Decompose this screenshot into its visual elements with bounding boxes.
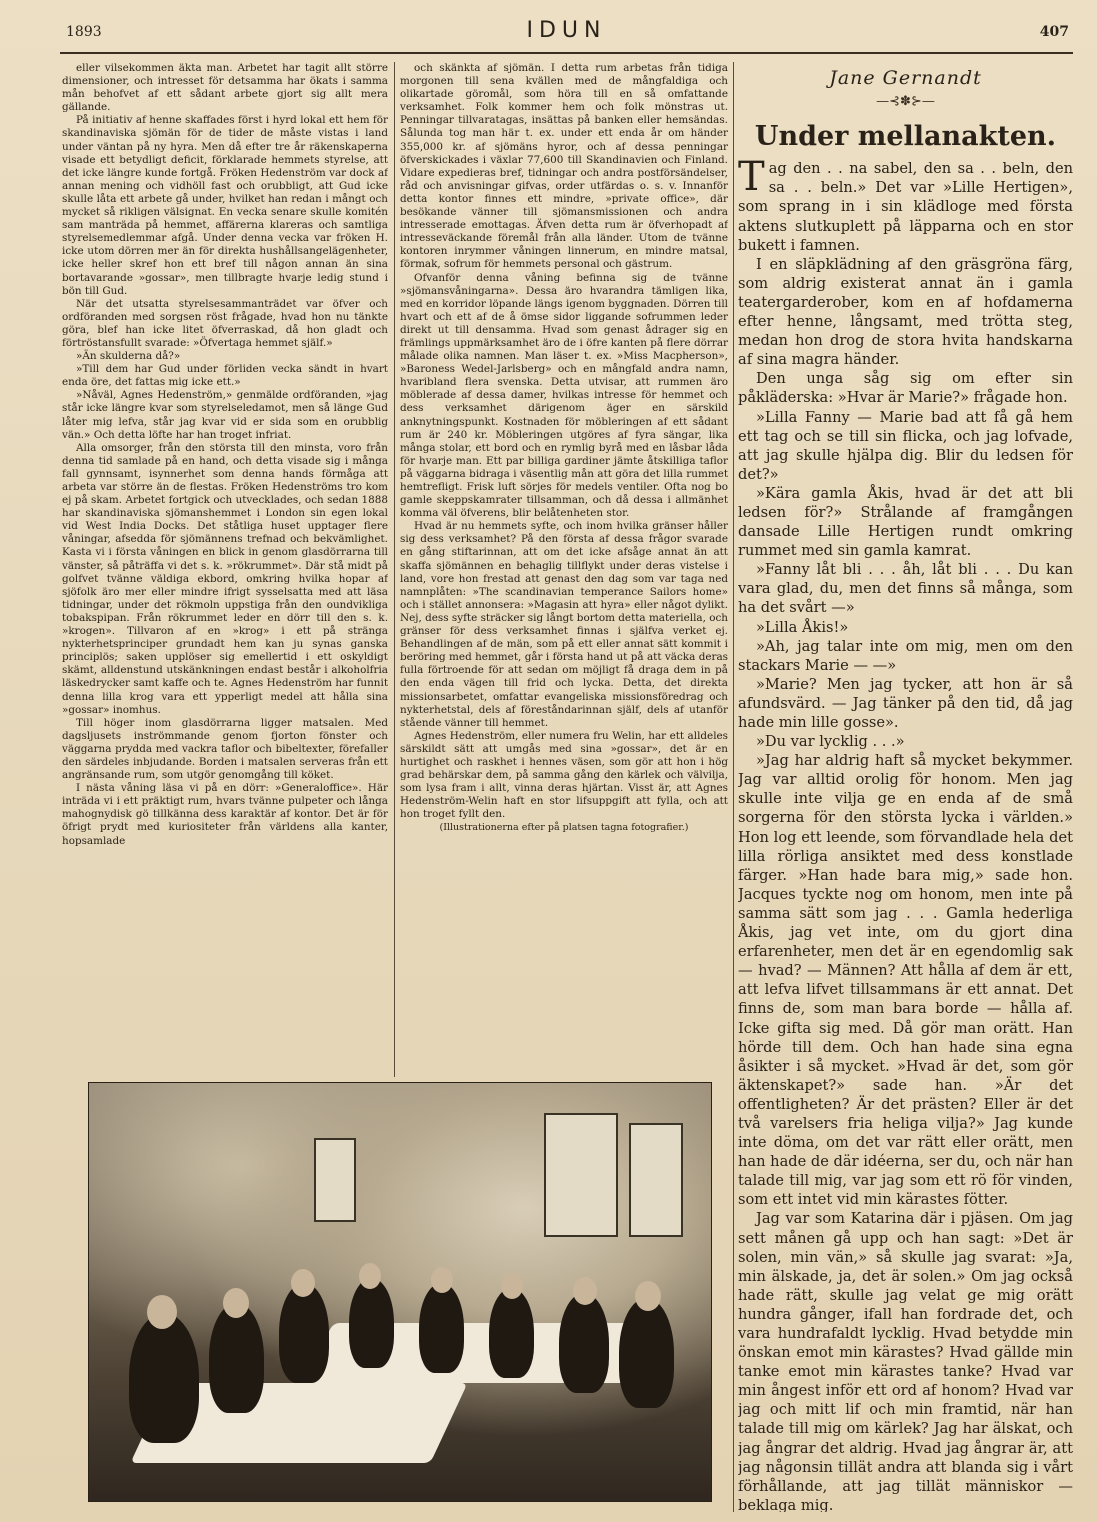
photo-face [359, 1263, 381, 1289]
photo-window [629, 1123, 683, 1237]
paragraph: När det utsatta styrelsesammanträdet var öfver och ordföranden med sorgsen röst frågade, hvad hon nu tänkte göra, blef han icke litet öfverraskad, då hon gladt och förtröstansfullt svarade: »Öfvertaga hemmet själf.» [62, 297, 388, 349]
paragraph: Ofvanför denna våning befinna sig de tvänne »sjömansvåningarna». Dessa äro hvarandra tämligen lika, med en korridor löpande längs igenom byggnaden. Dörren till hvart och ett af de å ömse sidor liggande sofrummen leder direkt ut till densamma. Hvad som genast ådrager sig en främlings uppmärksamhet äro de i öfre kanten på flere dörrar målade olika namnen. Man läser t. ex. »Miss Macpherson», »Baroness Wedel-Jarlsberg» och en mångfald andra namn, hvaribland flera svenska. Detta utvisar, att rummen äro möblerade af dessa damer, hvilkas intresse för hemmet och dess verksamhet därigenom äger en särskild anknytningspunkt. Kostnaden för möbleringen af ett sådant rum är 240 kr. Möbleringen utgöres af fyra sängar, lika många stolar, ett bord och en rymlig byrå med en låsbar låda för hvarje man. Ett par billiga gardiner jämte åtskilliga taflor på väggarna bidraga i väsentlig mån att göra det lilla rummet hemtrefligt. Frisk luft sörjes för medels ventiler. Ofta nog bo gamle skeppskamrater tillsamman, och då dessa i allmänhet komma väl öfverens, blir belåtenheten stor. [400, 271, 728, 520]
photo-figure [279, 1283, 329, 1383]
paragraph: »Du var lycklig . . .» [756, 733, 905, 751]
paragraph: »Jag har aldrig haft så mycket bekymmer. Jag var alltid orolig för honom. Men jag skulle inte vilja ge en enda af de små sorgerna för den största lycka i världen.» Hon log ett leende, som förvandlade hela det lilla rörliga ansiktet med dess konstlade färger. »Han hade bara mig,» sade hon. Jacques tyckte nog om honom, men inte på samma sätt som jag . . . Gamla hederliga Åkis, jag vet inte, om du gjort dina erfarenheter, men det är en egendomlig sak — hvad? — Männen? Att hålla af dem är ett, att lefva lifvet tillsammans är ett annat. Det finns de, som man bara borde — hålla af. Icke gifta sig med. Då gör man orätt. Han hörde till dem. Och han hade sina egna åsikter i så mycket. »Hvad är det, som gör äktenskapet?» sade han. »Är det offentligheten? Är det prästen? Eller är det två varelsers fria heliga vilja?» Jag kunde inte döma, om det var rätt eller orätt, men han hade de där idéerna, ser du, och när han talade till mig, var jag som ett rö för vinden, som ett intet vid min kärastes fötter. [738, 752, 1073, 1209]
header-page-number: 407 [1039, 24, 1069, 40]
paragraph: »Ah, jag talar inte om mig, men om den stackars Marie — —» [738, 637, 1073, 674]
page-header [60, 18, 1073, 54]
paragraph: och skänkta af sjömän. I detta rum arbetas från tidiga morgonen till sena kvällen med de mångfaldiga och olikartade göromål, som höra till en så omfattande verksamhet. Folk kommer hem och folk mönstras ut. Penningar tillvaratagas, insättas på banken eller hemsändas. Sålunda tog man här t. ex. under ett enda år om händer 355,000 kr. af sjömäns hyror, och af dessa penningar öfverskickades i växlar 77,600 till Skandinavien och Finland. Vidare expedieras bref, tidningar och andra postförsändelser, råd och anvisningar gifvas, order utfärdas o. s. v. Innanför detta kontor finnes ett mindre, »private office», där besökande vänner till sjömansmissionen och andra intresserade emottagas. Äfven detta rum är öfverhopadt af intresseväckande föremål från alla länder. Utom de tvänne kontoren inrymmer våningen linnerum, en mindre matsal, förmak, sofrum för hemmets personal och gästrum. [400, 62, 728, 271]
paragraph: »Lilla Fanny — Marie bad att få gå hem ett tag och se till sin flicka, och jag lofvade, att jag skulle hjälpa dig. Blir du ledsen för det?» [738, 408, 1073, 483]
ornament-divider: —⊰✽⊱— [876, 94, 935, 110]
photo-figure [419, 1283, 464, 1373]
paragraph: Hvad är nu hemmets syfte, och inom hvilka gränser håller sig dess verksamhet? På den första af dessa frågor svarade en gång stiftarinnan, att om det icke afsåge annat än att skaffa sjömännen en behaglig tillflykt under deras vistelse i land, vore hon frestad att genast den dag som var taga ned namnplåten: »The scandinavian temperance Sailors home» och i stället annonsera: »Magasin att hyra» eller något dylikt. Nej, dess syfte sträcker sig långt bortom detta materiella, och gränser för dess verksamhet finnas i själfva verket ej. Behandlingen af de män, som på ett eller annat sätt kommit i beröring med hemmet, går i första hand ut på att väcka deras fulla förtroende för att sedan om möjligt få draga dem in på den enda vägen till frid och lycka. Detta, det direkta missionsarbetet, omfattar evangeliska missionsföredrag och nykterhetstal, dels af föreståndarinnan själf, dels af utanför stående vänner till hemmet. [400, 520, 728, 729]
paragraph: Jag var som Katarina där i pjäsen. Om jag sett månen gå upp och han sagt: »Det är solen, min vän,» så skulle jag svarat: »Ja, min älskade, ja, det är solen.» Om jag också hade rätt, skulle jag velat ge mig orätt hundra gånger, ifall han fordrade det, och vara hundrafaldt lycklig. Hvad betydde min önskan emot min kärastes? Hvad gällde min tanke emot min kärastes tanke? Hvad var min ångest inför ett ord af honom? Hvad var jag och mitt lif och min framtid, när han talade till mig om kärlek? Jag har älskat, och jag ångrar det aldrig. Hvad jag ångrar är, att jag någonsin tillät andra att blanda sig i vårt förhållande, att jag tillät människor — beklaga mig. [738, 1210, 1073, 1512]
paragraph: »Till dem har Gud under förliden vecka sändt in hvart enda öre, det fattas mig icke ett.» [62, 363, 388, 389]
paragraph: »Kära gamla Åkis, hvad är det att bli ledsen för?» Strålande af framgången dansade Lille Hertigen rundt omkring rummet med sin gamla kamrat. [738, 484, 1073, 560]
photo-face [501, 1273, 523, 1299]
dining-room-photograph [88, 1082, 712, 1502]
article-column-2 [400, 62, 728, 1082]
drop-cap: T [738, 154, 765, 201]
header-title: IDUN [526, 18, 607, 43]
paragraph: eller vilsekommen äkta man. Arbetet har tagit allt större dimensioner, och intresset för detsamma har ökats i samma mån behofvet af ett sådant arbete gjort sig allt mera gällande. [62, 62, 388, 114]
paragraph: På initiativ af henne skaffades först i hyrd lokal ett hem för skandinaviska sjömän för de tider de måste vistas i land under väntan på ny hyra. Men då efter tre år räkenskaperna visade ett betydligt deficit, förklarade hemmets styrelse, att det icke längre kunde fortgå. Fröken Hedenström var dock af annan mening och vidhöll fast och orubbligt, att Gud icke skulle låta ett arbete gå under, hvilket han redan i mångt och mycket så rikligen välsignat. En vecka senare skulle komitén sam manträda på hemmet, affärerna klareras och samtliga styrelsemedlemmar afgå. Under denna vecka var fröken H. icke utom dörren mer än för direkta hushållsangelägenheter, icke heller skref hon ett bref till någon annan än sina bortavarande »gossar», men tillbragte hvarje ledig stund i bön till Gud. [62, 114, 388, 297]
paragraph: Alla omsorger, från den största till den minsta, voro från denna tid samlade på en hand, och detta visade sig i många fall gynnsamt, isynnerhet som denna hands förmåga att arbeta var större än de flestas. Fröken Hedenströms tro kom ej på skam. Arbetet fortgick och utvecklades, och sedan 1888 har skandinaviska sjömanshemmet i London sin egen lokal vid West India Docks. Det ståtliga huset upptager flere våningar, afsedda för sjömännens trefnad och bekvämlighet. Kasta vi i första våningen en blick in genom glasdörrarna till vänster, så påträffa vi det s. k. »rökrummet». Där stå midt på golfvet tvänne väldiga ekbord, omkring hvilka hopar af sjöfolk äro mer eller mindre ifrigt sysselsatta med att läsa tidningar, under det rökmoln uppstiga från den oundvikliga tobakspipan. Från rökrummet leder en dörr till den s. k. »krogen». Tillvaron af en »krog» i ett på stränga nykterhetsprinciper grundadt hem kan ju synas ganska principlös; saken upplöser sig emellertid i ett oskyldigt skämt, alldenstund utskänkningen endast består i alkoholfria läskedrycker samt kaffe och te. Agnes Hedenström har funnit denna lilla krog vara ett ypperligt medel att hålla sina »gossar» inomhus. [62, 441, 388, 716]
paragraph: Den unga såg sig om efter sin påkläderska: »Hvar är Marie?» frågade hon. [738, 370, 1073, 407]
paragraph: »Lilla Åkis!» [756, 618, 849, 636]
column-divider [394, 62, 395, 1077]
paragraph: »Än skulderna då?» [76, 350, 181, 363]
header-year: 1893 [66, 24, 102, 40]
photo-figure [129, 1313, 199, 1443]
photo-face [147, 1295, 177, 1329]
paragraph: Agnes Hedenström, eller numera fru Welin, har ett alldeles särskildt sätt att umgås med sina »gossar», det är en hurtighet och raskhet i hennes väsen, som gör att hon i hög grad behärskar dem, på samma gång den kärlek och välvilja, som lysa fram i allt, vinna deras hjärtan. Visst är, att Agnes Hedenström-Welin haft en stor lifsuppgift att fylla, och att hon troget fyllt den. [400, 729, 728, 821]
first-paragraph-text: ag den . . na sabel, den sa . . beln, den sa . . beln.» Det var »Lille Hertigen», som sprang in i sin klädloge med första aktens slutkuplett på läpparna och en stor bukett i famnen. [738, 160, 1073, 254]
photo-figure [209, 1303, 264, 1413]
paragraph: I nästa våning läsa vi på en dörr: »Generaloffice». Här inträda vi i ett präktigt rum, hvars tvänne pulpeter och långa mahognydisk gö tillkänna dess karaktär af kontor. Det är för öfrigt prydt med kuriositeter från världens alla kanter, hopsamlade [62, 782, 388, 847]
photo-caption: (Illustrationerna efter på platsen tagna fotografier.) [439, 822, 689, 834]
photo-figure [619, 1298, 674, 1408]
article-column-1 [62, 62, 388, 1078]
photo-window [544, 1113, 618, 1237]
photo-figure [349, 1278, 394, 1368]
column-divider [733, 62, 734, 1512]
photo-face [431, 1267, 453, 1293]
photo-window [314, 1138, 356, 1222]
story-title: Under mellanakten. [754, 121, 1057, 153]
photo-figure [559, 1293, 609, 1393]
paragraph [738, 154, 1073, 254]
photo-face [291, 1269, 315, 1297]
paragraph: Till höger inom glasdörrarna ligger matsalen. Med dagsljusets inströmmande genom fjorton fönster och väggarna prydda med vackra taflor och bibeltexter, förefaller den särdeles inbjudande. Borden i matsalen serveras från ett angränsande rum, som utgör genomgång till köket. [62, 716, 388, 782]
photo-face [635, 1281, 661, 1311]
paragraph: »Nåväl, Agnes Hedenström,» genmälde ordföranden, »jag står icke längre kvar som styrelseledamot, men så länge Gud låter mig lefva, står jag kvar vid er sida som en orubblig vän.» Och detta löfte har han troget infriat. [62, 389, 388, 441]
paragraph: »Fanny låt bli . . . åh, låt bli . . . Du kan vara glad, du, men det finns så många, som ha det svårt —» [738, 561, 1073, 617]
photo-face [573, 1277, 597, 1305]
photo-figure [489, 1288, 534, 1378]
story-column [738, 62, 1073, 1512]
paragraph: »Marie? Men jag tycker, att hon är så afundsvärd. — Jag tänker på den tid, då jag hade min lille gosse». [738, 675, 1073, 731]
story-author: Jane Gernandt [829, 67, 982, 89]
paragraph: I en släpklädning af den gräsgröna färg, som aldrig existerat annat än i gamla teatergarderober, kom en af hofdamerna efter henne, långsamt, med trötta steg, medan hon drog de stora hvita handskarna af sina magra händer. [738, 255, 1073, 369]
photo-face [223, 1288, 249, 1318]
story-body [738, 154, 1073, 1512]
